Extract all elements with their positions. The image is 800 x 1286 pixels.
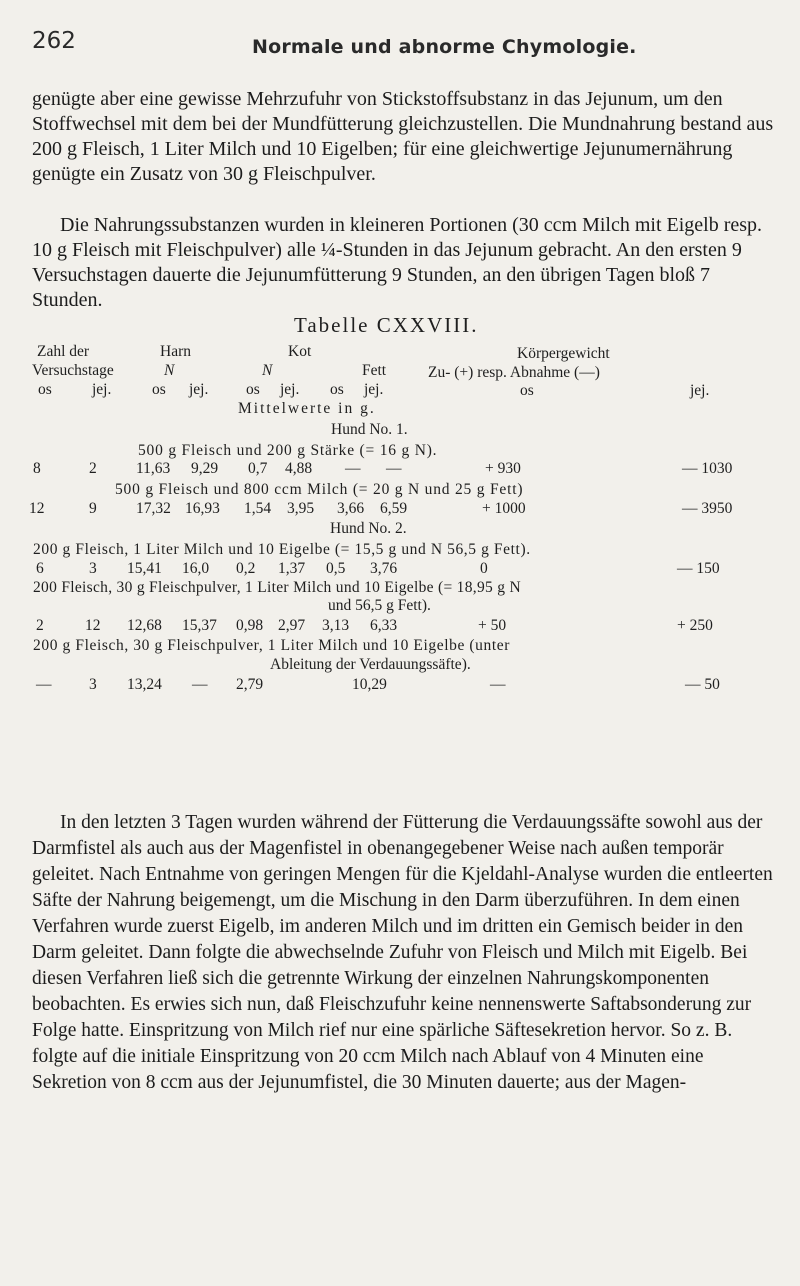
- cell-os: 8: [33, 460, 41, 477]
- cell-weight-jej: — 1030: [682, 460, 733, 477]
- header-harn-os: os: [152, 381, 166, 398]
- cell-kot-fett-jej: 6,59: [380, 500, 408, 517]
- cell-kot-n-jej: 2,97: [278, 617, 306, 634]
- cell-kot-n-os: 1,54: [244, 500, 272, 517]
- paragraph-3: In den letzten 3 Tagen wurden während der Fütterung die Verdauungssäfte sowohl aus der Darmfistel als auch aus der Magenfistel in obenangegebener Weise nach außen temporär geleitet. Nach Entnahme von geringen Mengen für die Kjeldahl-Analyse wurden die entleerten Säfte der Nahrung beigemengt, um die Mischung in den Darm überzuführen. In dem einen Verfahren wurde zuerst Eigelb, im anderen Milch und im dritten ein Gemisch beider in den Darm geleitet. Dann folgte die abwechselnde Zufuhr von Fleisch und Milch mit Eigelb. Bei diesen Verfahren ließ sich die getrennte Wirkung der einzelnen Nahrungskomponenten beobachten. Es erwies sich nun, daß Fleischzufuhr keine nennenswerte Saftabsonderung zur Folge hatte. Einspritzung von Milch rief nur eine spärliche Säftesekretion hervor. So z. B. folgte auf die initiale Einspritzung von 20 ccm Milch nach Ablauf von 4 Minuten eine Sekretion von 8 ccm aus der Jejunumfistel, die 30 Minuten dauerte; aus der Magen-: [32, 812, 773, 1093]
- cell-harn-os: 13,24: [127, 676, 162, 693]
- cell-harn-os: 17,32: [136, 500, 171, 517]
- cell-kot-n-jej: 1,37: [278, 560, 306, 577]
- cell-kot-fett-os: —: [345, 460, 361, 477]
- cell-jej: 3: [89, 676, 97, 693]
- cell-kot-fett-jej: 6,33: [370, 617, 398, 634]
- paragraph-2: Die Nahrungssubstanzen wurden in kleineren Portionen (30 ccm Milch mit Eigelb resp. 10 g Fleisch mit Fleischpulver) alle ¼-Stunden in das Jejunum gebracht. An den ersten 9 Versuchstagen dauerte die Jejunumfütterung 9 Stunden, an den übrigen Tagen bloß 7 Stunden.: [32, 214, 763, 311]
- header-harn: Harn: [160, 343, 191, 360]
- cell-kot-fett-jej: 3,76: [370, 560, 398, 577]
- cell-harn-os: 12,68: [127, 617, 162, 634]
- header-zahl-os: os: [38, 381, 52, 398]
- diet-line: 500 g Fleisch und 200 g Stärke (= 16 g N).: [138, 442, 438, 459]
- header-kot-jej2: jej.: [364, 381, 384, 398]
- header-koerper-jej: jej.: [690, 382, 710, 399]
- table-title: Tabelle CXXVIII.: [294, 313, 479, 337]
- cell-kot-n-os: 0,98: [236, 617, 264, 634]
- cell-jej: 3: [89, 560, 97, 577]
- header-harn-n: N: [164, 362, 175, 379]
- cell-kot-fett-os: 3,13: [322, 617, 350, 634]
- header-kot-os2: os: [330, 381, 344, 398]
- cell-weight-os: 0: [480, 560, 488, 577]
- cell-jej: 12: [85, 617, 101, 634]
- header-kot-fett: Fett: [362, 362, 387, 379]
- header-zahl-jej: jej.: [92, 381, 112, 398]
- cell-jej: 2: [89, 460, 97, 477]
- header-zahl-line1: Zahl der: [37, 343, 90, 360]
- cell-weight-jej: — 50: [685, 676, 720, 693]
- section-heading-hund-1: Hund No. 1.: [331, 421, 408, 438]
- header-zahl-line2: Versuchstage: [32, 362, 114, 379]
- header-kot-n: N: [262, 362, 273, 379]
- cell-kot-n-os: 0,2: [236, 560, 256, 577]
- diet-line: 200 g Fleisch, 1 Liter Milch und 10 Eigelbe (= 15,5 g und N 56,5 g Fett).: [33, 541, 531, 558]
- header-koerpergewicht: Körpergewicht: [517, 345, 610, 362]
- header-kot-os1: os: [246, 381, 260, 398]
- running-head: Normale und abnorme Chymologie.: [252, 36, 637, 58]
- cell-kot-n-os: 2,79: [236, 676, 264, 693]
- cell-weight-os: + 930: [485, 460, 521, 477]
- diet-line-continued: und 56,5 g Fett).: [328, 597, 431, 614]
- cell-harn-jej: 16,0: [182, 560, 210, 577]
- diet-line-continued: Ableitung der Verdauungssäfte).: [270, 656, 471, 673]
- cell-kot-fett-jej: —: [386, 460, 402, 477]
- cell-jej: 9: [89, 500, 97, 517]
- cell-os: 6: [36, 560, 44, 577]
- cell-harn-os: 15,41: [127, 560, 162, 577]
- cell-harn-jej: 15,37: [182, 617, 217, 634]
- header-koerper-os: os: [520, 382, 534, 399]
- header-kot: Kot: [288, 343, 312, 360]
- cell-kot-fett-os: 0,5: [326, 560, 346, 577]
- cell-harn-jej: —: [192, 676, 208, 693]
- section-heading-hund-2: Hund No. 2.: [330, 520, 407, 537]
- diet-line: 200 Fleisch, 30 g Fleischpulver, 1 Liter Milch und 10 Eigelbe (= 18,95 g N: [33, 579, 521, 596]
- cell-os: —: [36, 676, 52, 693]
- paragraph-1: genügte aber eine gewisse Mehrzufuhr von Stickstoffsubstanz in das Jejunum, um den Stoffwechsel mit dem bei der Mundfütterung gleichzustellen. Die Mundnahrung bestand aus 200 g Fleisch, 1 Liter Milch und 10 Eigelben; für eine gleichwertige Jejunumernährung genügte ein Zusatz von 30 g Fleischpulver.: [32, 88, 774, 185]
- page-number: 262: [32, 28, 76, 54]
- cell-kot-fett-os: 10,29: [352, 676, 387, 693]
- cell-harn-jej: 9,29: [191, 460, 219, 477]
- cell-weight-jej: + 250: [677, 617, 713, 634]
- diet-line: 200 g Fleisch, 30 g Fleischpulver, 1 Liter Milch und 10 Eigelbe (unter: [33, 637, 511, 654]
- cell-weight-jej: — 150: [677, 560, 720, 577]
- cell-kot-n-jej: 4,88: [285, 460, 313, 477]
- cell-kot-fett-os: 3,66: [337, 500, 365, 517]
- cell-os: 12: [29, 500, 45, 517]
- header-mittelwerte: Mittelwerte in g.: [238, 400, 376, 417]
- header-harn-jej: jej.: [189, 381, 209, 398]
- header-zu-abnahme: Zu- (+) resp. Abnahme (—): [428, 364, 600, 381]
- cell-harn-jej: 16,93: [185, 500, 220, 517]
- cell-weight-os: + 1000: [482, 500, 526, 517]
- cell-harn-os: 11,63: [136, 460, 171, 477]
- diet-line: 500 g Fleisch und 800 ccm Milch (= 20 g N und 25 g Fett): [115, 481, 524, 498]
- header-kot-jej1: jej.: [280, 381, 300, 398]
- cell-kot-n-os: 0,7: [248, 460, 268, 477]
- cell-weight-os: —: [490, 676, 506, 693]
- cell-weight-jej: — 3950: [682, 500, 733, 517]
- cell-weight-os: + 50: [478, 617, 507, 634]
- cell-os: 2: [36, 617, 44, 634]
- cell-kot-n-jej: 3,95: [287, 500, 315, 517]
